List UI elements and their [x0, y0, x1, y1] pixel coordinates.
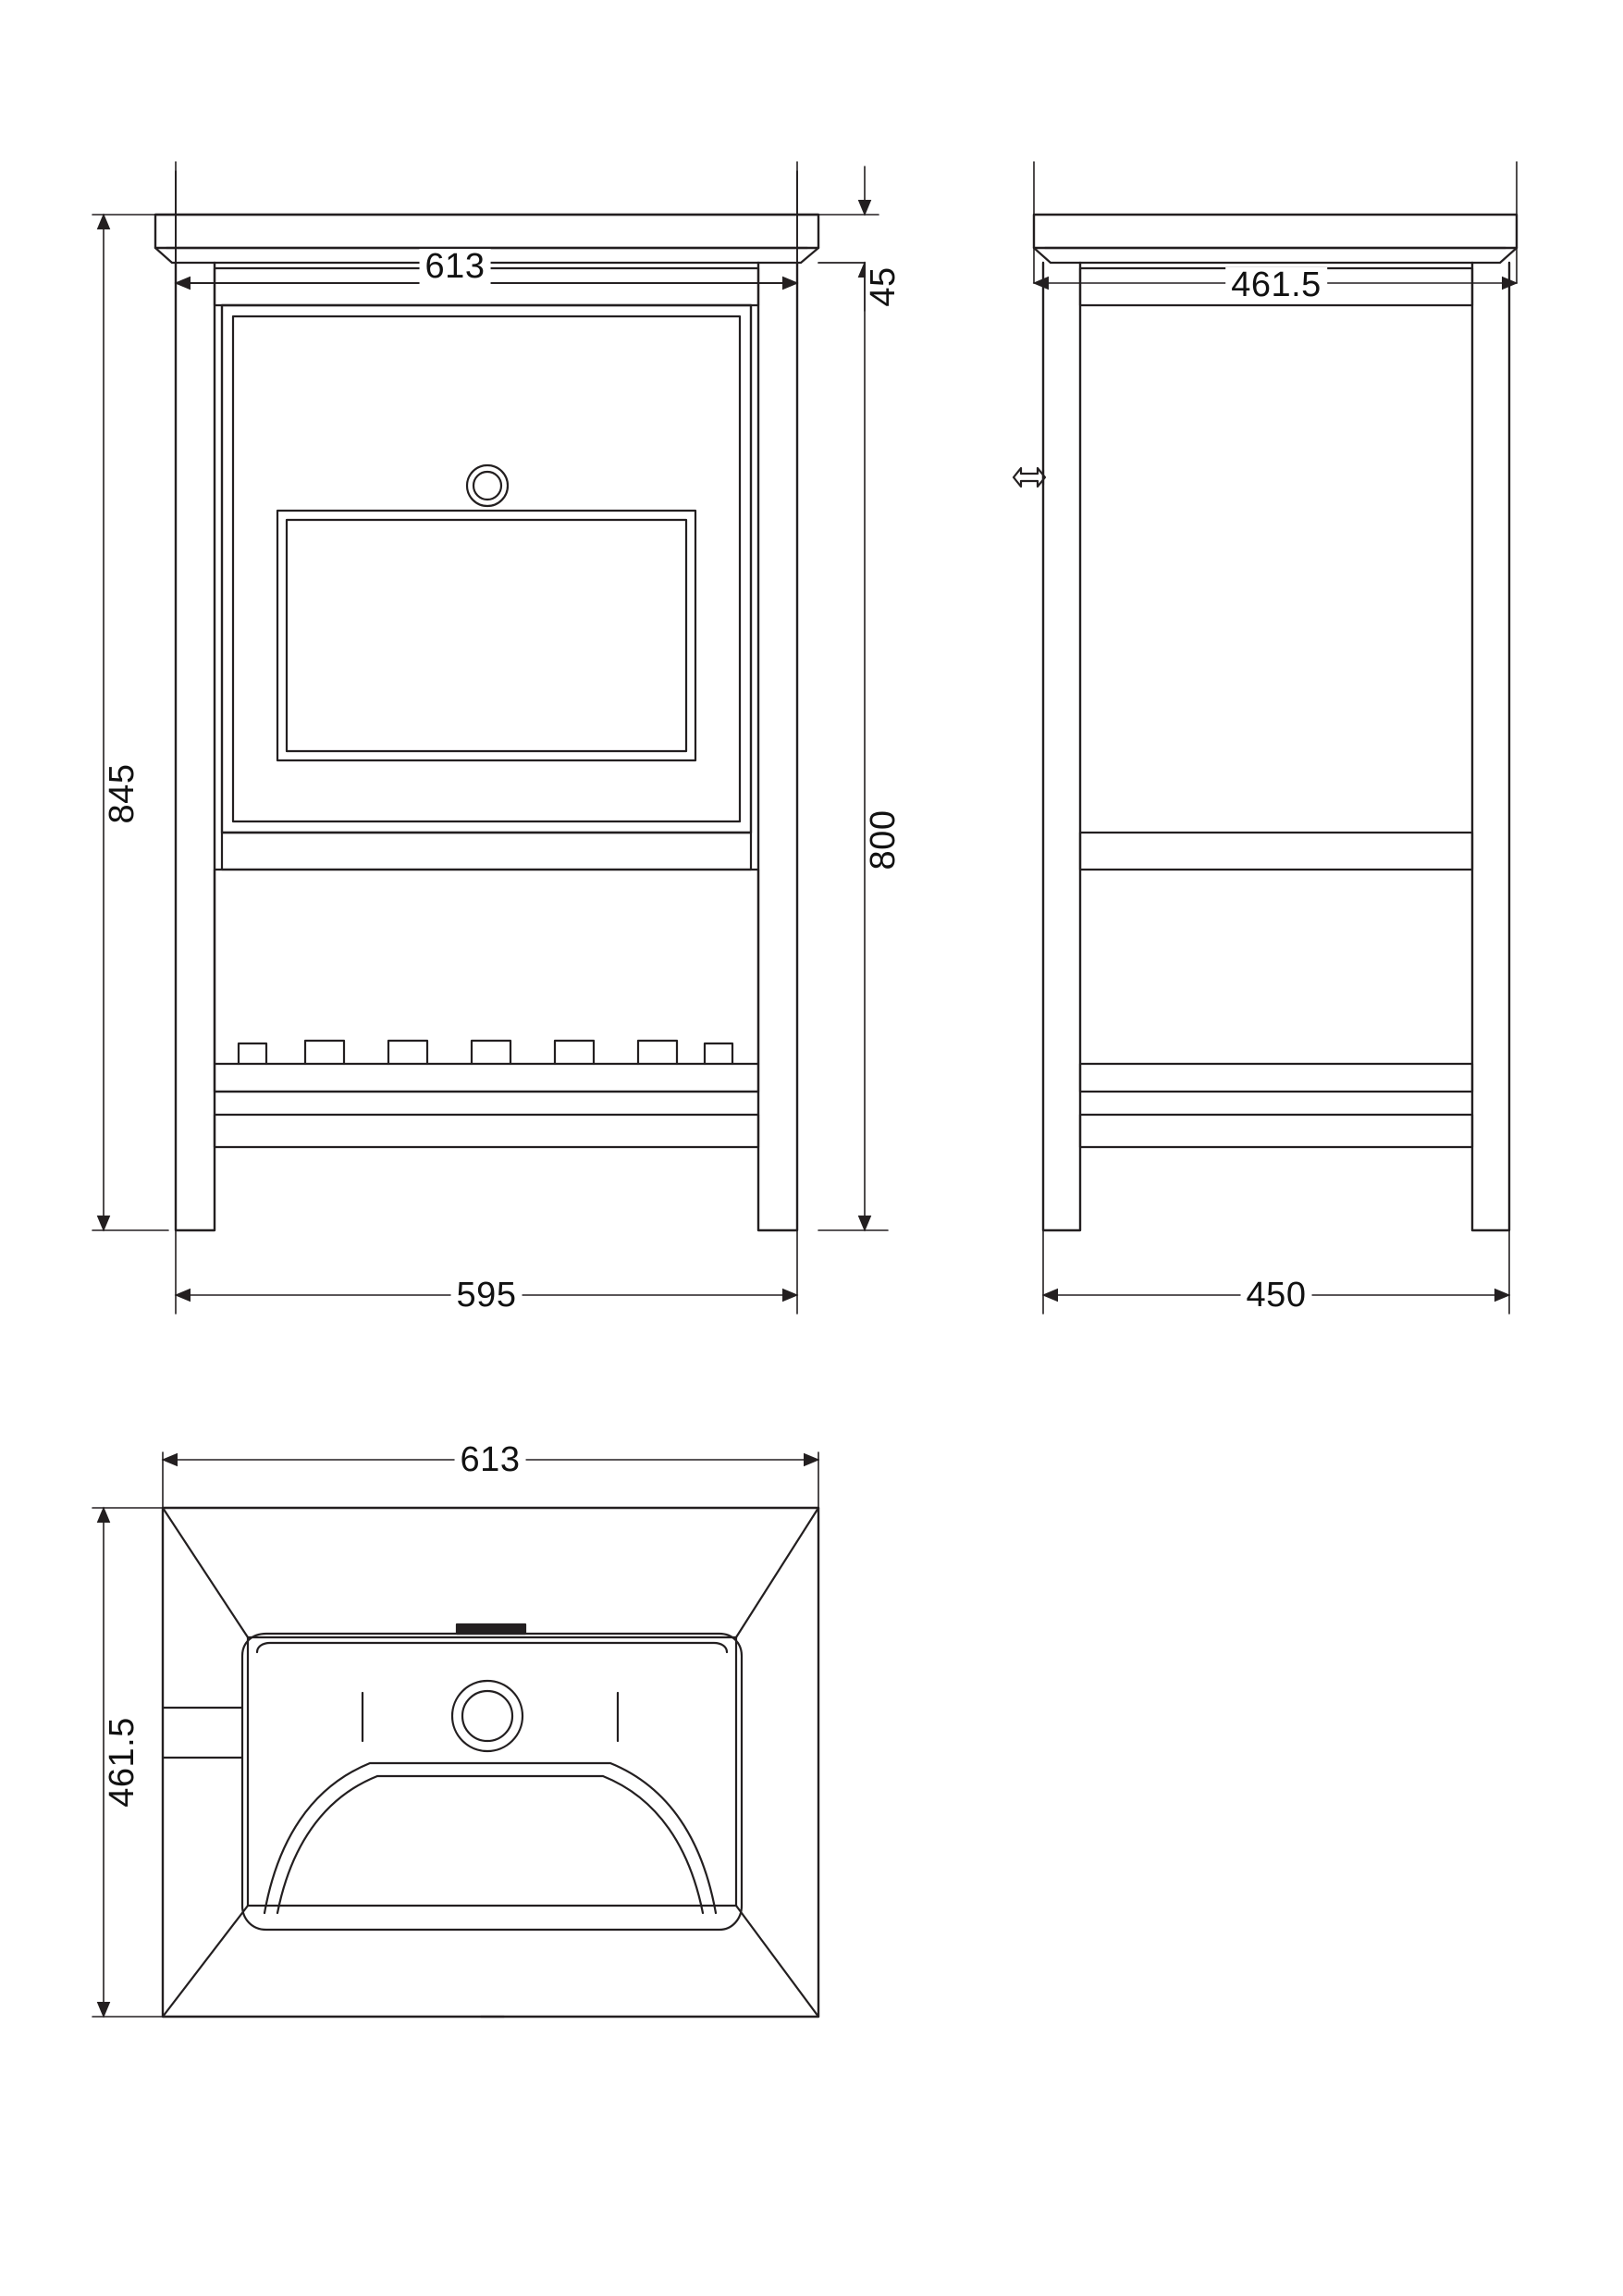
- dim-front-total-height-845: 845: [105, 759, 140, 830]
- dim-side-depth-461-5: 461.5: [1225, 267, 1327, 302]
- dim-front-base-width-595: 595: [451, 1278, 523, 1313]
- side-elevation-geometry: [1014, 215, 1517, 1230]
- front-elevation-geometry: [155, 215, 818, 1230]
- dim-front-width-613: 613: [420, 249, 491, 284]
- dim-side-base-depth-450: 450: [1241, 1278, 1312, 1313]
- dim-front-cabinet-height-800: 800: [866, 805, 901, 876]
- dim-top-thickness-45: 45: [866, 261, 901, 312]
- dim-plan-width-613: 613: [455, 1442, 526, 1477]
- plan-view-geometry: [163, 1508, 818, 2017]
- dimension-lines: [92, 162, 1517, 2017]
- dim-plan-depth-461-5: 461.5: [105, 1711, 140, 1813]
